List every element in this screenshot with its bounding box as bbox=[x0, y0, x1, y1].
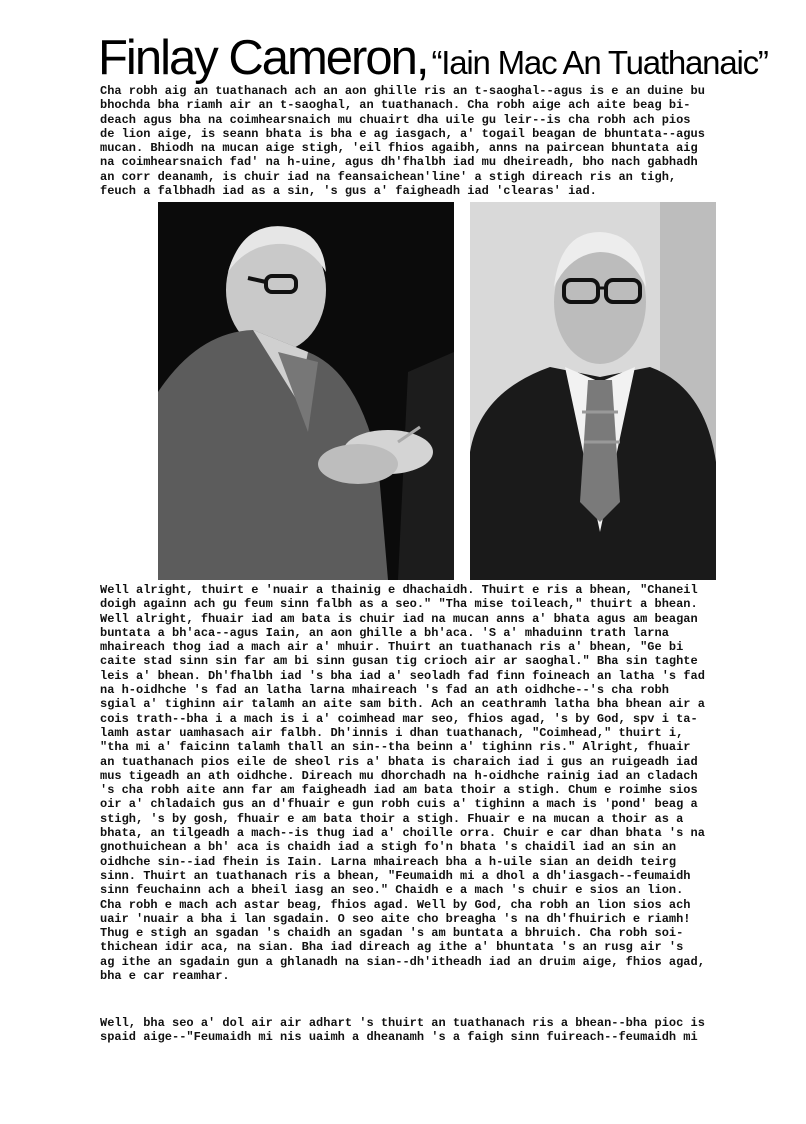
text-line: Cha robh e mach ach astar beag, fhios agad. Well by God, cha robh an lion sios ach bbox=[100, 897, 691, 912]
text-line: Thug e stigh an sgadan 's chaidh an sgadan 's am buntata a bhruich. Cha robh soi- bbox=[100, 926, 684, 941]
text-line: thichean idir aca, na sian. Bha iad direach ag ithe a' bhuntata 's an rusg air 's bbox=[100, 940, 684, 955]
text-line: sgial a' tighinn air talamh an aite sam bith. Ach an ceathramh latha bha bhean air a bbox=[100, 697, 705, 712]
body-paragraph bbox=[100, 583, 790, 983]
photo-man-looking-at-hands bbox=[158, 202, 454, 580]
text-line: caite stad sinn sin far am bi sinn gusan tig crioch air ar saoghal." Bha sin taghte bbox=[100, 654, 698, 669]
text-line: mus tigeadh an ath oidhche. Direach mu dhorchadh na h-oidhche rainig iad an cladach bbox=[100, 768, 698, 783]
text-line: deach agus bha na coimhearsnaich mu chuairt dha uile gu leir--is cha robh ach pios bbox=[100, 112, 691, 127]
article-title bbox=[98, 30, 798, 90]
text-line: mhaireach thog iad a mach air a' mhuir. Thuirt an tuathanach ris a' bhean, "Ge bi bbox=[100, 640, 684, 655]
text-line: cois trath--bha i a mach is i a' coimhead mar seo, fhios agad, 's by God, spv i ta- bbox=[100, 711, 698, 726]
photo-left-illustration bbox=[158, 202, 454, 580]
photo-right-illustration bbox=[470, 202, 716, 580]
title-alias: “Iain Mac An Tuathanaic” bbox=[431, 44, 768, 81]
text-line: oidhche sin--iad fhein is Iain. Larna mhaireach bha a h-uile sian an deidh teirg bbox=[100, 854, 677, 869]
text-line: sinn. Thuirt an tuathanach ris a bhean, "Feumaidh mi a dhol a dh'iasgach--feumaidh bbox=[100, 868, 691, 883]
title-name: Finlay Cameron, bbox=[98, 31, 428, 85]
text-line: gnothuichean a bh' aca is chaidh iad a stigh fo'n bhata 's chaidil iad an sin an bbox=[100, 840, 677, 855]
text-line: doigh againn ach gu feum sinn falbh as a seo." "Tha mise toileach," thuirt a bhean. bbox=[100, 597, 698, 612]
text-line: ag ithe an sgadain gun a ghlanadh na sian--dh'itheadh iad an druim aige, fhios agad, bbox=[100, 954, 705, 969]
text-line: Well alright, fhuair iad am bata is chuir iad na mucan anns a' bhata agus am beagan bbox=[100, 611, 698, 626]
photo-man-portrait-glasses bbox=[470, 202, 716, 580]
closing-paragraph bbox=[100, 1016, 790, 1045]
text-line: Well alright, thuirt e 'nuair a thainig e dhachaidh. Thuirt e ris a bhean, "Chaneil bbox=[100, 583, 698, 597]
text-line: spaid aige--"Feumaidh mi nis uaimh a dheanamh 's a faigh sinn fuireach--feumaidh mi bbox=[100, 1030, 698, 1045]
text-line: de lion aige, is seann bhata is bha e ag iasgach, a' togail beagan de bhuntata--agus bbox=[100, 126, 705, 141]
text-line: sinn feuchainn ach a bheil iasg an seo." Chaidh e a mach 's chuir e sios an lion. bbox=[100, 883, 684, 898]
text-line: 's cha robh aite ann far am faigheadh iad am bata thoir a stigh. Chum e roimhe sios bbox=[100, 783, 698, 798]
text-line: bha e car reamhar. bbox=[100, 969, 230, 984]
text-line: Well, bha seo a' dol air air adhart 's thuirt an tuathanach ris a bhean--bha pioc is bbox=[100, 1016, 705, 1030]
text-line: bhochda bha riamh air an t-saoghal, an tuathanach. Cha robh aige ach aite beag bi- bbox=[100, 98, 691, 113]
text-line: Cha robh aig an tuathanach ach an aon ghille ris an t-saoghal--agus is e an duine bu bbox=[100, 84, 705, 98]
text-line: lamh astar uamhasach air falbh. Dh'innis i dhan tuathanach, "Coimhead," thuirt i, bbox=[100, 725, 684, 740]
text-line: oir a' chladaich gus an d'fhuair e gun robh cuis a' tighinn a mach is 'pond' beag a bbox=[100, 797, 698, 812]
text-line: uair 'nuair a bha i lan sgadain. O seo aite cho breagha 's na dh'fhuirich e riamh! bbox=[100, 911, 691, 926]
intro-paragraph bbox=[100, 84, 790, 198]
text-line: feuch a falbhadh iad as a sin, 's gus a' faigheadh iad 'clearas' iad. bbox=[100, 184, 597, 199]
text-line: an tuathanach pios eile de sheol ris a' bhata is charaich iad i gus an ruigeadh iad bbox=[100, 754, 698, 769]
text-line: stigh, 's by gosh, fhuair e am bata thoir a stigh. Fhuair e na mucan a thoir as a bbox=[100, 811, 684, 826]
text-line: na coimhearsnaich fad' na h-uine, agus dh'fhalbh iad mu dheireadh, bho nach gabhadh bbox=[100, 155, 698, 170]
text-line: an corr deanamh, is chuir iad na feansaichean'line' a stigh direach ris an tigh, bbox=[100, 169, 677, 184]
text-line: buntata a bh'aca--agus Iain, an aon ghille a bh'aca. 'S a' mhaduinn trath larna bbox=[100, 625, 669, 640]
text-line: "tha mi a' faicinn talamh thall an sin--tha beinn a' tighinn ris." Alright, fhuair bbox=[100, 740, 691, 755]
text-line: na h-oidhche 's fad an latha larna mhaireach 's fad an ath oidhche--'s cha robh bbox=[100, 683, 669, 698]
text-line: leis a' bhean. Dh'fhalbh iad 's bha iad a' seoladh fad finn foineach an latha 's fad bbox=[100, 668, 705, 683]
text-line: mucan. Bhiodh na mucan aige stigh, 'eil fhios agaibh, anns na paircean bhuntata aig bbox=[100, 141, 698, 156]
text-line: bhata, an tilgeadh a mach--is thug iad a' choille orra. Chuir e car dhan bhata 's na bbox=[100, 826, 705, 841]
